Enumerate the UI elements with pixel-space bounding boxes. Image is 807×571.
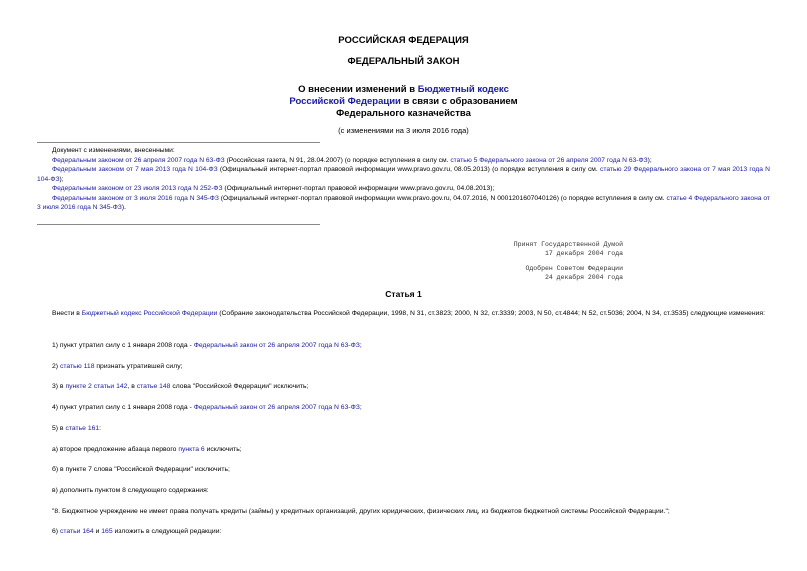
article-164-link[interactable]: статьи 164	[59, 528, 94, 535]
changes-intro: Документ с изменениями, внесенными:	[52, 147, 175, 154]
item-text: ;	[359, 342, 362, 349]
law-title	[0, 84, 807, 120]
article-165-link[interactable]: 165	[101, 528, 113, 535]
amendment-law-link[interactable]: Федеральный закон от 26 апреля 2007 года N 63-ФЗ	[193, 342, 360, 349]
item-text: слова "Российской Федерации" исключить;	[170, 383, 309, 390]
quoted-text	[37, 507, 770, 517]
item-text: в) дополнить пунктом 8 следующего содержания:	[52, 487, 209, 494]
article-148-link[interactable]: статье 148	[136, 383, 171, 390]
title-text: О внесении изменений в	[298, 84, 418, 95]
change-item	[37, 194, 770, 213]
item-text: , в	[127, 383, 137, 390]
list-item	[37, 362, 770, 372]
change-text: (Официальный интернет-портал правовой информации www.pravo.gov.ru, 08.05.2013) (о порядке вступления в силу см.	[217, 166, 600, 173]
article-142-link[interactable]: пункте 2 статьи 142	[65, 383, 128, 390]
duma-adoption	[514, 240, 623, 258]
title-rf-link[interactable]: Российской Федерации	[289, 96, 401, 107]
list-item	[37, 424, 770, 434]
title-text: в связи с образованием	[400, 96, 518, 107]
change-text: );	[647, 156, 652, 164]
item-text: 1) пункт утратил силу с 1 января 2008 года -	[52, 342, 194, 349]
adoption-date: 17 декабря 2004 года	[544, 250, 623, 257]
sub-item	[37, 465, 770, 475]
article-title: Статья 1	[385, 289, 422, 299]
item-text: 2)	[52, 363, 60, 370]
change-text: );	[59, 175, 64, 183]
change-text: (Официальный интернет-портал правовой информации www.pravo.gov.ru, 04.07.2016, N 0001201607040126) (о порядке вступления в силу см.	[218, 194, 667, 202]
change-text: (Официальный интернет-портал правовой информации www.pravo.gov.ru, 04.08.2013);	[222, 185, 495, 192]
approval-date: 24 декабря 2004 года	[544, 274, 623, 281]
item-text: изложить в следующей редакции:	[112, 528, 222, 535]
changes-block	[37, 146, 770, 213]
divider-top	[37, 142, 320, 143]
item-text: 5) в	[52, 425, 66, 432]
paragraph-text: Внести в	[52, 310, 82, 317]
item-text: ;	[359, 404, 362, 411]
point-6-link[interactable]: пункта 6	[178, 446, 205, 453]
amendment-law-link[interactable]: Федеральный закон от 26 апреля 2007 года N 63-ФЗ	[193, 404, 360, 411]
country-heading: РОССИЙСКАЯ ФЕДЕРАЦИЯ	[338, 35, 469, 46]
change-article-link[interactable]: статье 4 Федерального закона от 3 июля 2016 года N 345-ФЗ	[37, 194, 770, 211]
title-text: Федерального казначейства	[336, 108, 471, 119]
revision-note: (с изменениями на 3 июля 2016 года)	[338, 126, 469, 135]
approval-line: Одобрен Советом Федерации	[525, 265, 623, 272]
item-text: 6)	[52, 528, 60, 535]
item-text: и	[93, 528, 102, 535]
item-text: 3) в	[52, 383, 66, 390]
change-law-link[interactable]: Федеральным законом от 3 июля 2016 года N 345-ФЗ	[52, 194, 219, 202]
doc-type-heading: ФЕДЕРАЛЬНЫЙ ЗАКОН	[347, 56, 460, 67]
council-approval	[525, 264, 623, 282]
item-text: "8. Бюджетное учреждение не имеет права получать кредиты (займы) у кредитных организаций, других юридических, физических лиц, из бюджетов бюджетной системы Российской Федерации.";	[52, 508, 670, 515]
item-text: а) второе предложение абзаца первого	[52, 446, 179, 453]
change-item	[37, 156, 770, 166]
budget-code-link[interactable]: Бюджетный кодекс Российской Федерации	[81, 310, 218, 317]
list-item	[37, 403, 770, 413]
change-item	[37, 165, 770, 184]
list-item	[37, 527, 770, 537]
article-161-link[interactable]: статье 161	[65, 425, 100, 432]
article-paragraph	[37, 309, 770, 319]
list-item	[37, 382, 770, 392]
divider-bottom	[37, 224, 320, 225]
sub-item	[37, 445, 770, 455]
change-item	[37, 184, 770, 194]
change-law-link[interactable]: Федеральным законом от 26 апреля 2007 года N 63-ФЗ	[52, 156, 225, 164]
change-law-link[interactable]: Федеральным законом от 23 июля 2013 года N 252-ФЗ	[52, 185, 223, 192]
item-text: исключить;	[204, 446, 242, 453]
change-law-link[interactable]: Федеральным законом от 7 мая 2013 года N 104-ФЗ	[52, 166, 218, 173]
change-text: (Российская газета, N 91, 28.04.2007) (о порядке вступления в силу см.	[224, 156, 451, 164]
title-budget-code-link[interactable]: Бюджетный кодекс	[417, 84, 509, 95]
adoption-line: Принят Государственной Думой	[513, 241, 623, 248]
change-article-link[interactable]: статью 5 Федерального закона от 26 апреля 2007 года N 63-ФЗ	[450, 156, 648, 164]
item-text: 4) пункт утратил силу с 1 января 2008 года -	[52, 404, 194, 411]
item-text: признать утратившей силу;	[94, 363, 183, 370]
list-item	[37, 341, 770, 351]
change-article-link[interactable]: статью 29 Федерального закона от 7 мая 2013 года N 104-ФЗ	[37, 166, 770, 183]
article-118-link[interactable]: статью 118	[59, 363, 95, 370]
item-text: :	[99, 425, 102, 432]
change-text: ).	[121, 204, 126, 211]
item-text: б) в пункте 7 слова "Российской Федерации" исключить;	[52, 466, 230, 473]
paragraph-text: (Собрание законодательства Российской Федерации, 1998, N 31, ст.3823; 2000, N 32, ст.3339; 2003, N 50, ст.4844; N 52, ст.5036; 2004, N 34, ст.3535) следующие изменения:	[217, 310, 765, 317]
sub-item	[37, 486, 770, 496]
